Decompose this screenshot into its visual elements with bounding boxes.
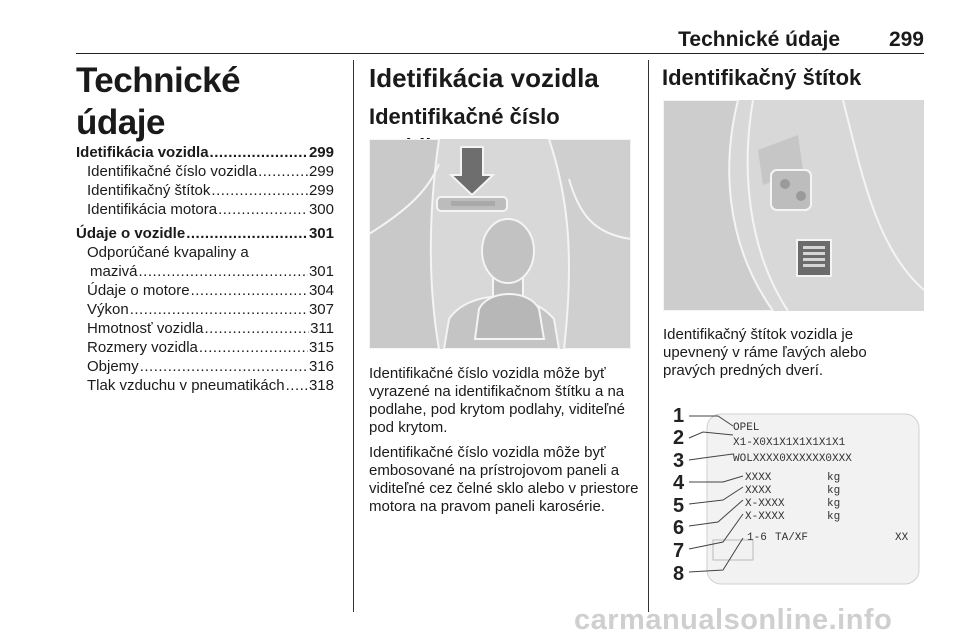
running-header-title: Technické údaje	[678, 28, 840, 51]
callout-4: 4	[673, 472, 685, 494]
toc-column	[76, 60, 334, 394]
toc-entry-continued: Odporúčané kvapaliny a	[87, 244, 249, 261]
toc-entry[interactable]: Údaje o vozidle ..... 301	[76, 224, 334, 243]
hinge-icon	[771, 170, 811, 210]
toc-entry[interactable]: Hmotnosť vozidla ..... 311	[76, 319, 334, 338]
section-title: Idetifikácia vozidla	[369, 63, 599, 93]
unit-label: kg	[827, 498, 841, 510]
toc-entry[interactable]: Rozmery vozidla ..... 315	[76, 338, 334, 357]
plate-line: WOLXXXX0XXXXXX0XXX	[733, 453, 852, 465]
toc-entry[interactable]: Identifikačný štítok ..... 299	[76, 181, 334, 200]
callout-1: 1	[673, 405, 685, 427]
plate-line: XXXX	[745, 472, 772, 484]
plate-bottom: XX	[895, 532, 909, 544]
plate-bottom: 1-6	[747, 532, 767, 544]
plate-line: X-XXXX	[745, 498, 785, 510]
callout-7: 7	[673, 540, 685, 562]
table-of-contents	[76, 143, 334, 395]
unit-label: kg	[827, 472, 841, 484]
column-divider	[648, 60, 649, 612]
subsection-title: Identifikačné číslo	[369, 104, 560, 129]
plate-bottom: TA/XF	[775, 532, 809, 544]
toc-entry[interactable]: Údaje o motore ..... 304	[76, 281, 334, 300]
plate-line: OPEL	[733, 422, 760, 434]
door-frame-illustration	[663, 100, 924, 311]
toc-entry[interactable]: Identifikačné číslo vozidla ..... 299	[76, 162, 334, 181]
paragraph: Identifikačné číslo vozidla môže byť vyrazené na identifikačnom štítku a na podlahe, pod krytom podlahy, viditeľné pod krytom.	[369, 365, 625, 436]
door-frame-image	[663, 100, 924, 311]
chapter-title: Technické údaje	[76, 61, 241, 142]
gear-knob-icon	[482, 219, 534, 283]
toc-entry[interactable]: Idetifikácia vozidla ..... 299	[76, 143, 334, 162]
unit-label: kg	[827, 511, 841, 523]
paragraph: Identifikačné číslo vozidla môže byť embosované na prístrojovom paneli a viditeľné cez čelné sklo alebo v priestore motora na pravom paneli karosérie.	[369, 444, 639, 515]
toc-entry[interactable]: Tlak vzduchu v pneumatikách ..... 318	[76, 376, 334, 395]
callout-8: 8	[673, 563, 685, 585]
plate-text	[663, 326, 913, 380]
toc-entry[interactable]: Výkon ..... 307	[76, 300, 334, 319]
plate-column	[662, 60, 924, 96]
paragraph: Identifikačný štítok vozidla je upevnený v ráme ľavých alebo pravých predných dverí.	[663, 326, 867, 379]
plate-line: X1-X0X1X1X1X1X1X1	[733, 437, 846, 449]
column-divider	[353, 60, 354, 612]
vin-plate-diagram	[663, 392, 925, 592]
vin-plate-illustration	[663, 392, 925, 592]
gear-shifter-image	[369, 139, 631, 349]
callout-2: 2	[673, 427, 685, 449]
toc-entry[interactable]: Identifikácia motora ..... 300	[76, 200, 334, 219]
toc-entry[interactable]: Objemy ..... 316	[76, 357, 334, 376]
page-number: 299	[888, 28, 924, 51]
header-rule	[76, 53, 924, 54]
callout-5: 5	[673, 495, 685, 517]
plate-line: X-XXXX	[745, 511, 785, 523]
callout-3: 3	[673, 450, 685, 472]
vin-text	[369, 365, 641, 516]
gear-shifter-illustration	[369, 139, 631, 349]
plate-line: XXXX	[745, 485, 772, 497]
toc-entry[interactable]: mazivá ..... 301	[76, 262, 334, 281]
watermark: carmanualsonline.info	[574, 604, 893, 636]
unit-label: kg	[827, 485, 841, 497]
section-title: Identifikačný štítok	[662, 65, 862, 90]
callout-6: 6	[673, 517, 685, 539]
